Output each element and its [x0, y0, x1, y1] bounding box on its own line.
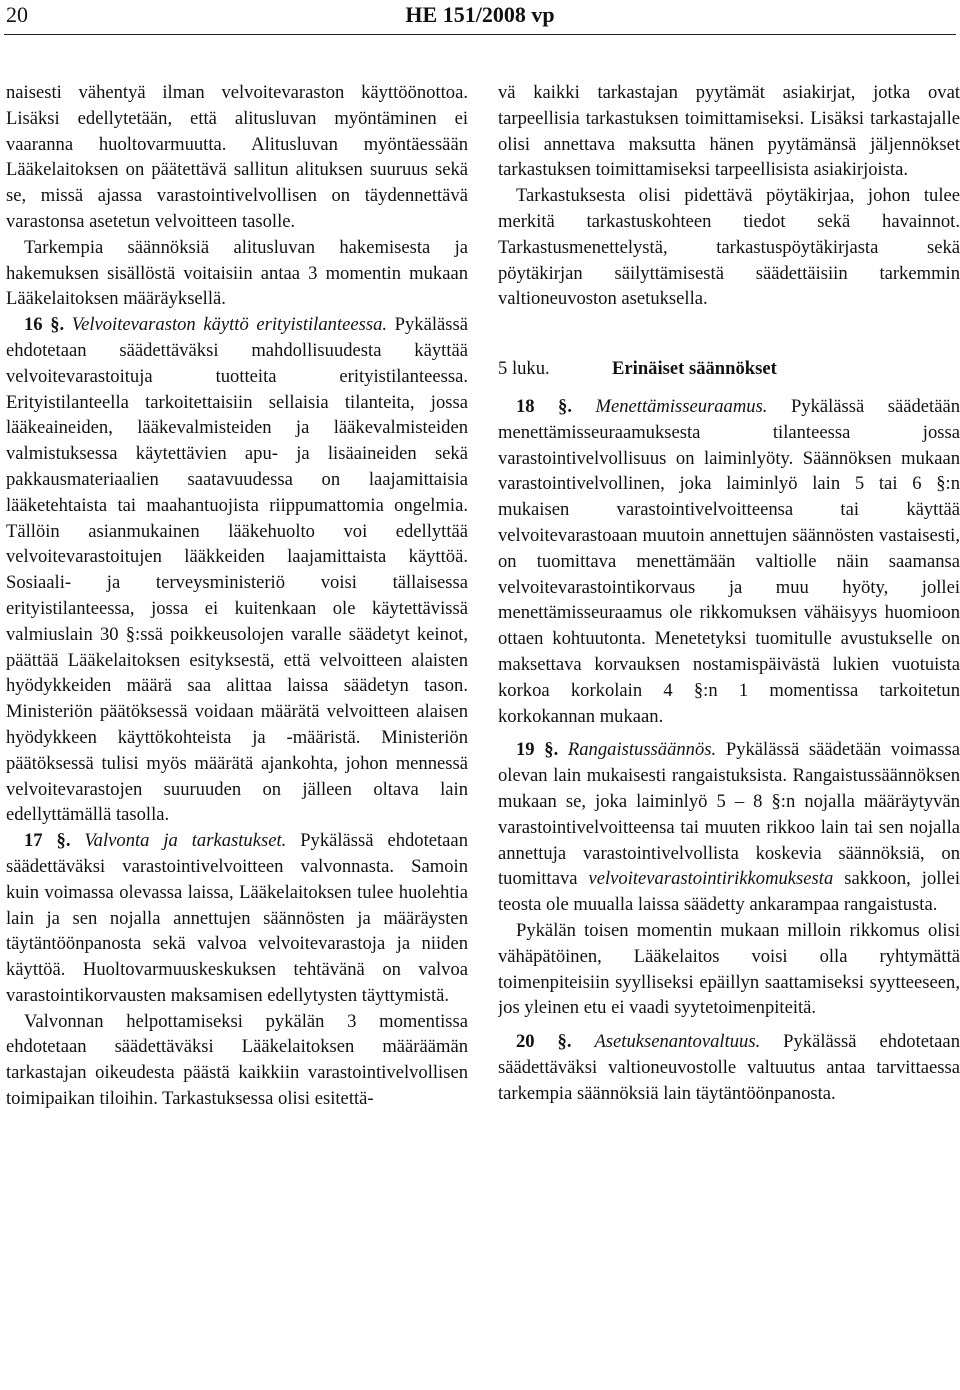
page-header	[0, 0, 960, 40]
paragraph: Valvonnan helpottamiseksi pykälän 3 momentissa ehdotetaan säädettäväksi Lääkelaitoksen määräämän tarkastajan oikeudesta päästä kaikkiin varastointivelvollisen toimipaikan tiloihin. Tarkastuksessa olisi esitettä-	[6, 1010, 468, 1110]
section-20	[498, 1029, 960, 1106]
section-number: 20 §.	[516, 1031, 572, 1053]
section-19	[498, 737, 960, 918]
section-17	[6, 828, 468, 1009]
section-title: Valvonta ja tarkastukset.	[84, 830, 287, 852]
section-number: 18 §.	[516, 395, 573, 417]
offence-name: velvoitevarastointirikkomuksesta	[588, 868, 834, 890]
section-text: Pykälässä ehdotetaan säädettäväksi varastointivelvoitteen valvonnasta. Samoin kuin voimassa olevassa laissa, Lääkelaitoksen tulee huolehtia lain ja sen nojalla annettujen säännösten ja määräysten täytäntöönpanosta sekä valvoa velvoitevarastoja ja niiden käyttöä. Huoltovarmuuskeskuksen tehtävänä on valvoa varastointikorvausten maksamisen edellytysten täyttymistä.	[6, 830, 468, 1006]
section-text: Pykälässä ehdotetaan säädettäväksi valtioneuvostolle valtuutus antaa tarvittaessa tarkempia säännöksiä lain täytäntöönpanosta.	[498, 1031, 960, 1104]
section-16	[6, 312, 468, 828]
section-number: 16 §.	[24, 314, 65, 336]
section-title: Asetuksenantovaltuus.	[594, 1031, 761, 1053]
section-title: Velvoitevaraston käyttö erityistilanteessa.	[71, 314, 388, 336]
page-number: 20	[6, 2, 28, 27]
paragraph: Tarkempia säännöksiä alitusluvan hakemisesta ja hakemuksen sisällöstä voitaisiin antaa 3 momentin mukaan Lääkelaitoksen määräyksellä.	[6, 236, 468, 310]
section-text: Pykälässä säädetään voimassa olevan lain mukaisesti rangaistuksista. Rangaistussäännöksen mukaan se, joka laiminlyö 5 – 8 §:n nojalla määräytyvän varastointivelvoitteensa tai muuten rikkoo lain tai sen nojalla annettuja varastointivelvollista koskevia säännöksiä, on tuomittava	[498, 739, 960, 890]
section-text: Pykälässä ehdotetaan säädettäväksi mahdollisuudesta käyttää velvoitevarastoituja tuotteita erityistilanteessa. Erityistilanteella tarkoitettaisiin sellaisia tilanteita, jossa lääkeaineiden, lääkevalmisteiden ja lääkevalmisteiden valmistuksessa käytettävien apu- ja lisäaineiden sekä pakkausmateriaalien saatavuudessa on laajamittaisia lääketehtaista tai maahantuojista riippumattomia ongelmia. Tällöin asianmukainen lääkehuolto voi edellyttää velvoitevarastoitujen lääkkeiden laajamittaista käyttöä. Sosiaali- ja terveysministeriö voisi tällaisessa erityistilanteessa, jossa ei kuitenkaan ole käytettävissä valmiuslain 30 §:ssä poikkeusolojen varalle säädetyt keinot, päättää Lääkelaitoksen esityksestä, että velvoitteen alaisten hyödykkeiden määrä saa alittaa laissa säädetyn tason. Ministeriön päätöksessä voidaan määrätä velvoitteen alaisen hyödykkeen käyttökohteista ja -määristä. Ministeriön päätöksessä tulisi myös määrätä ajankohta, johon mennessä velvoitevarastojen suuruuden on jälleen oltava lain edellyttämällä tasolla.	[6, 314, 468, 826]
section-text: sakkoon, jollei teosta ole muualla laissa säädetty ankarampaa rangaistusta.	[498, 868, 960, 916]
section-18	[498, 394, 960, 729]
paragraph: Pykälän toisen momentin mukaan milloin rikkomus olisi vähäpätöinen, Lääkelaitos voisi olla ryhtymättä toimenpiteisiin syylliseksi epäillyn saattamiseksi syytteeseen, jos yleinen etu ei vaadi syytetoimenpiteitä.	[498, 919, 960, 1019]
paragraph: vä kaikki tarkastajan pyytämät asiakirjat, jotka ovat tarpeellisia tarkastuksen toimittamiseksi. Lisäksi tarkastajalle olisi annettava maksutta hänen pyytämänsä jäljennökset tarkastuksen toimittamiseksi tarpeellisista asiakirjoista.	[498, 82, 960, 181]
right-column	[498, 80, 960, 1386]
chapter-number: 5 luku.	[498, 358, 550, 380]
paragraph: Tarkastuksesta olisi pidettävä pöytäkirjaa, johon tulee merkitä tarkastuskohteen tiedot sekä havainnot. Tarkastusmenettelystä, tarkastuspöytäkirjasta sekä pöytäkirjan säilyttämisestä säädettäisiin tarkemmin valtioneuvoston asetuksella.	[498, 185, 960, 310]
section-title: Rangaistussäännös.	[567, 739, 717, 761]
section-title: Menettämisseuraamus.	[595, 395, 768, 417]
left-column	[6, 80, 468, 1386]
section-text: Pykälässä säädetään menettämisseuraamuksesta tilanteessa jossa varastointivelvollisuus on laiminlyöty. Säännöksen mukaan varastointivelvollinen, joka laiminlyö lain 5 tai 6 §:n mukaisen varastointivelvoitteensa tai käyttää velvoitevarastoaan muutoin annettujen säännösten vastaisesti, on tuomittava menettämään valtiolle näin saamansa velvoitevarastointikorvaus ja muu hyöty, jollei menettämisseuraamus ole rikkomuksen vähäisyys huomioon ottaen kohtuutonta. Menetetyksi tuomitulle avustukselle on maksettava korvauksen nostamispäivästä lukien vuotuista korkoa korkolain 4 §:n 1 momentissa tarkoitetun korkokannan mukaan.	[498, 395, 960, 727]
document-id: HE 151/2008 vp	[405, 2, 555, 27]
paragraph: naisesti vähentyä ilman velvoitevaraston käyttöönottoa. Lisäksi edellytetään, että alitusluvan myöntäminen ei vaaranna huoltovarmuutta. Alitusluvan myöntäessään Lääkelaitoksen on päätettävä sallitun alituksen suuruus sekä se, missä ajassa varastointivelvollisen on täydennettävä varastonsa asetetun velvoitteen tasolle.	[6, 82, 468, 232]
header-rule	[4, 34, 956, 35]
section-number: 19 §.	[516, 739, 559, 761]
chapter-heading	[498, 356, 960, 382]
section-number: 17 §.	[24, 830, 71, 852]
chapter-title: Erinäiset säännökset	[612, 358, 777, 380]
